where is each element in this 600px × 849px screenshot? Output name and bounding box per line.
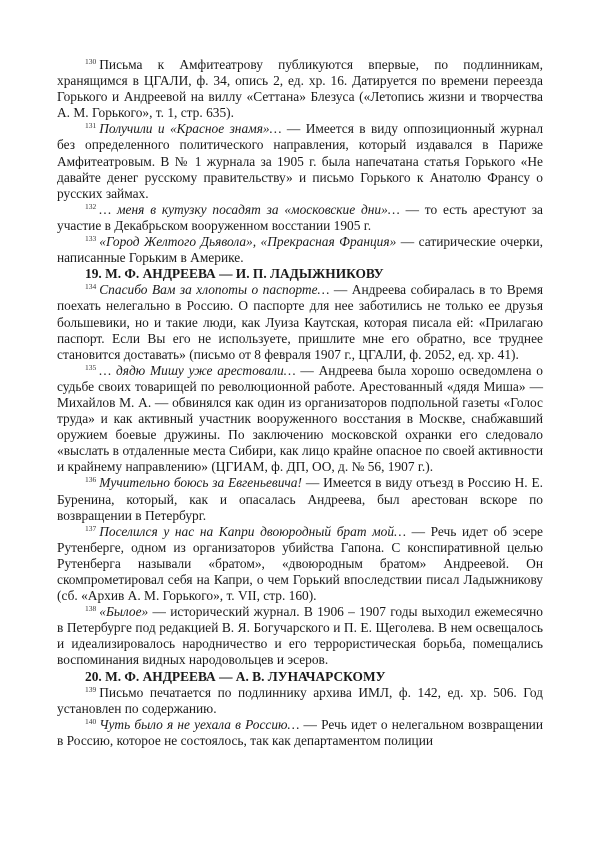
footnote-quote: Чуть было я не уехала в Россию… [99, 716, 300, 732]
footnote-130 [57, 57, 543, 121]
footnote-text: — сатирические очерки, написанные Горьким в Америке. [57, 234, 543, 266]
footnote-quote: Спасибо Вам за хлопоты о паспорте… [99, 282, 330, 298]
section-heading-19: 19. М. Ф. АНДРЕЕВА — И. П. ЛАДЫЖНИКОВУ [85, 266, 384, 282]
footnote-quote: Поселился у нас на Капри двоюродный брат мой… [99, 523, 406, 539]
footnote-quote: «Былое» [99, 604, 149, 620]
footnote-text: Письма к Амфитеатрову публикуются впервые, по подлинникам, хранящимся в ЦГАЛИ, ф. 34, опись 2, ед. хр. 16. Датируется по времени переезда Горького и Андреевой на виллу «Сеттана» Блезуса («Летопись жизни и творчества А. М. Горького», т. 1, стр. 635). [57, 57, 543, 121]
footnote-131 [57, 121, 543, 201]
footnote-quote: «Город Желтого Дьявола», «Прекрасная Франция» [99, 234, 397, 250]
footnote-number: 130 [85, 57, 97, 66]
footnote-quote: … меня в кутузку посадят за «московские дни»… [99, 201, 400, 217]
footnote-number: 136 [85, 475, 97, 485]
footnote-136 [57, 475, 543, 523]
footnote-number: 134 [85, 282, 97, 292]
footnote-number: 140 [85, 716, 97, 726]
footnote-text: — то есть арестуют за участие в Декабрьском вооруженном восстании 1905 г. [57, 201, 544, 233]
footnote-number: 138 [85, 604, 97, 614]
footnote-number: 133 [85, 234, 97, 244]
footnote-number: 131 [85, 121, 97, 131]
footnote-quote: Получили и «Красное знамя»… [99, 121, 282, 137]
footnote-132 [57, 202, 543, 234]
document-page [57, 57, 543, 749]
footnote-quote: Мучительно боюсь за Евгеньевича! [99, 475, 302, 491]
footnote-138 [57, 604, 543, 668]
footnote-text: — Андреева собиралась в то Время поехать нелегально в Россию. О паспорте для нее заботились не только ее друзья большевики, но и такие люди, как Луиза Каутская, которая писала ей: «Прилагаю паспорт. Если Вы его не используете, пришлите мне его обратно, все труднее становится доставать» (письмо от 8 февраля 1907 г., ЦГАЛИ, ф. 2052, ед. хр. 41). [57, 282, 543, 362]
footnote-text: — Имеется в виду оппозиционный журнал без определенного политического направления, который издавался в Париже Амфитеатровым. В № 1 журнала за 1905 г. была напечатана статья Горького «Не давайте денег русскому правительству» и письмо Горького к Анатолю Франсу о русских займах. [57, 121, 544, 201]
footnote-quote: … дядю Мишу уже арестовали… [99, 362, 296, 378]
footnote-137 [57, 524, 543, 604]
footnote-text: — Речь идет об эсере Рутенберге, одном из организаторов убийства Гапона. С конспиративной целью Рутенберга называли «братом», «двоюродным братом» Андреевой. Он скомпрометировал себя на Капри, о чем Горький впоследствии писал Ладыжникову (сб. «Архив А. М. Горького», т. VII, стр. 160). [57, 523, 543, 604]
footnote-text: Письмо печатается по подлиннику архива ИМЛ, ф. 142, ед. хр. 506. Год установлен по содержанию. [57, 684, 543, 716]
footnote-text: — Речь идет о нелегальном возвращении в Россию, которое не состоялось, так как департаментом полиции [57, 716, 543, 748]
footnote-140 [57, 717, 543, 749]
footnote-133 [57, 234, 543, 266]
footnote-text: — исторический журнал. В 1906 – 1907 годы выходил ежемесячно в Петербурге под редакцией В. Я. Богучарского и П. Е. Щеголева. В нем освещалось и идеализировалось народничество и его террористическая борьба, помещались воспоминания видных народовольцев и эсеров. [57, 604, 543, 668]
footnote-139 [57, 685, 543, 717]
footnote-text: — Андреева была хорошо осведомлена о судьбе своих товарищей по революционной работе. Арестованный «дядя Миша» — Михайлов М. А. — обвинялся как один из организаторов подпольной газеты «Голос труда» и как активный участник вооруженного восстания в Москве, снабжавший оружием боевые дружины. По заключению московской охранки его следовало «выслать в отдаленные места Сибири, как лицо крайне опасное по своей активности и крайнему направлению» (ЦГИАМ, ф. ДП, ОО, д. № 56, 1907 г.). [57, 362, 543, 475]
footnote-number: 139 [85, 684, 97, 694]
footnote-135 [57, 363, 543, 476]
footnote-number: 137 [85, 523, 97, 533]
footnote-134 [57, 282, 543, 362]
section-heading-20: 20. М. Ф. АНДРЕЕВА — А. В. ЛУНАЧАРСКОМУ [85, 668, 386, 684]
footnote-number: 135 [85, 362, 97, 372]
footnote-number: 132 [85, 201, 97, 211]
footnote-text: — Имеется в виду отъезд в Россию Н. Е. Буренина, который, как и опасалась Андреева, был арестован вскоре по возвращении в Петербург. [57, 475, 543, 523]
